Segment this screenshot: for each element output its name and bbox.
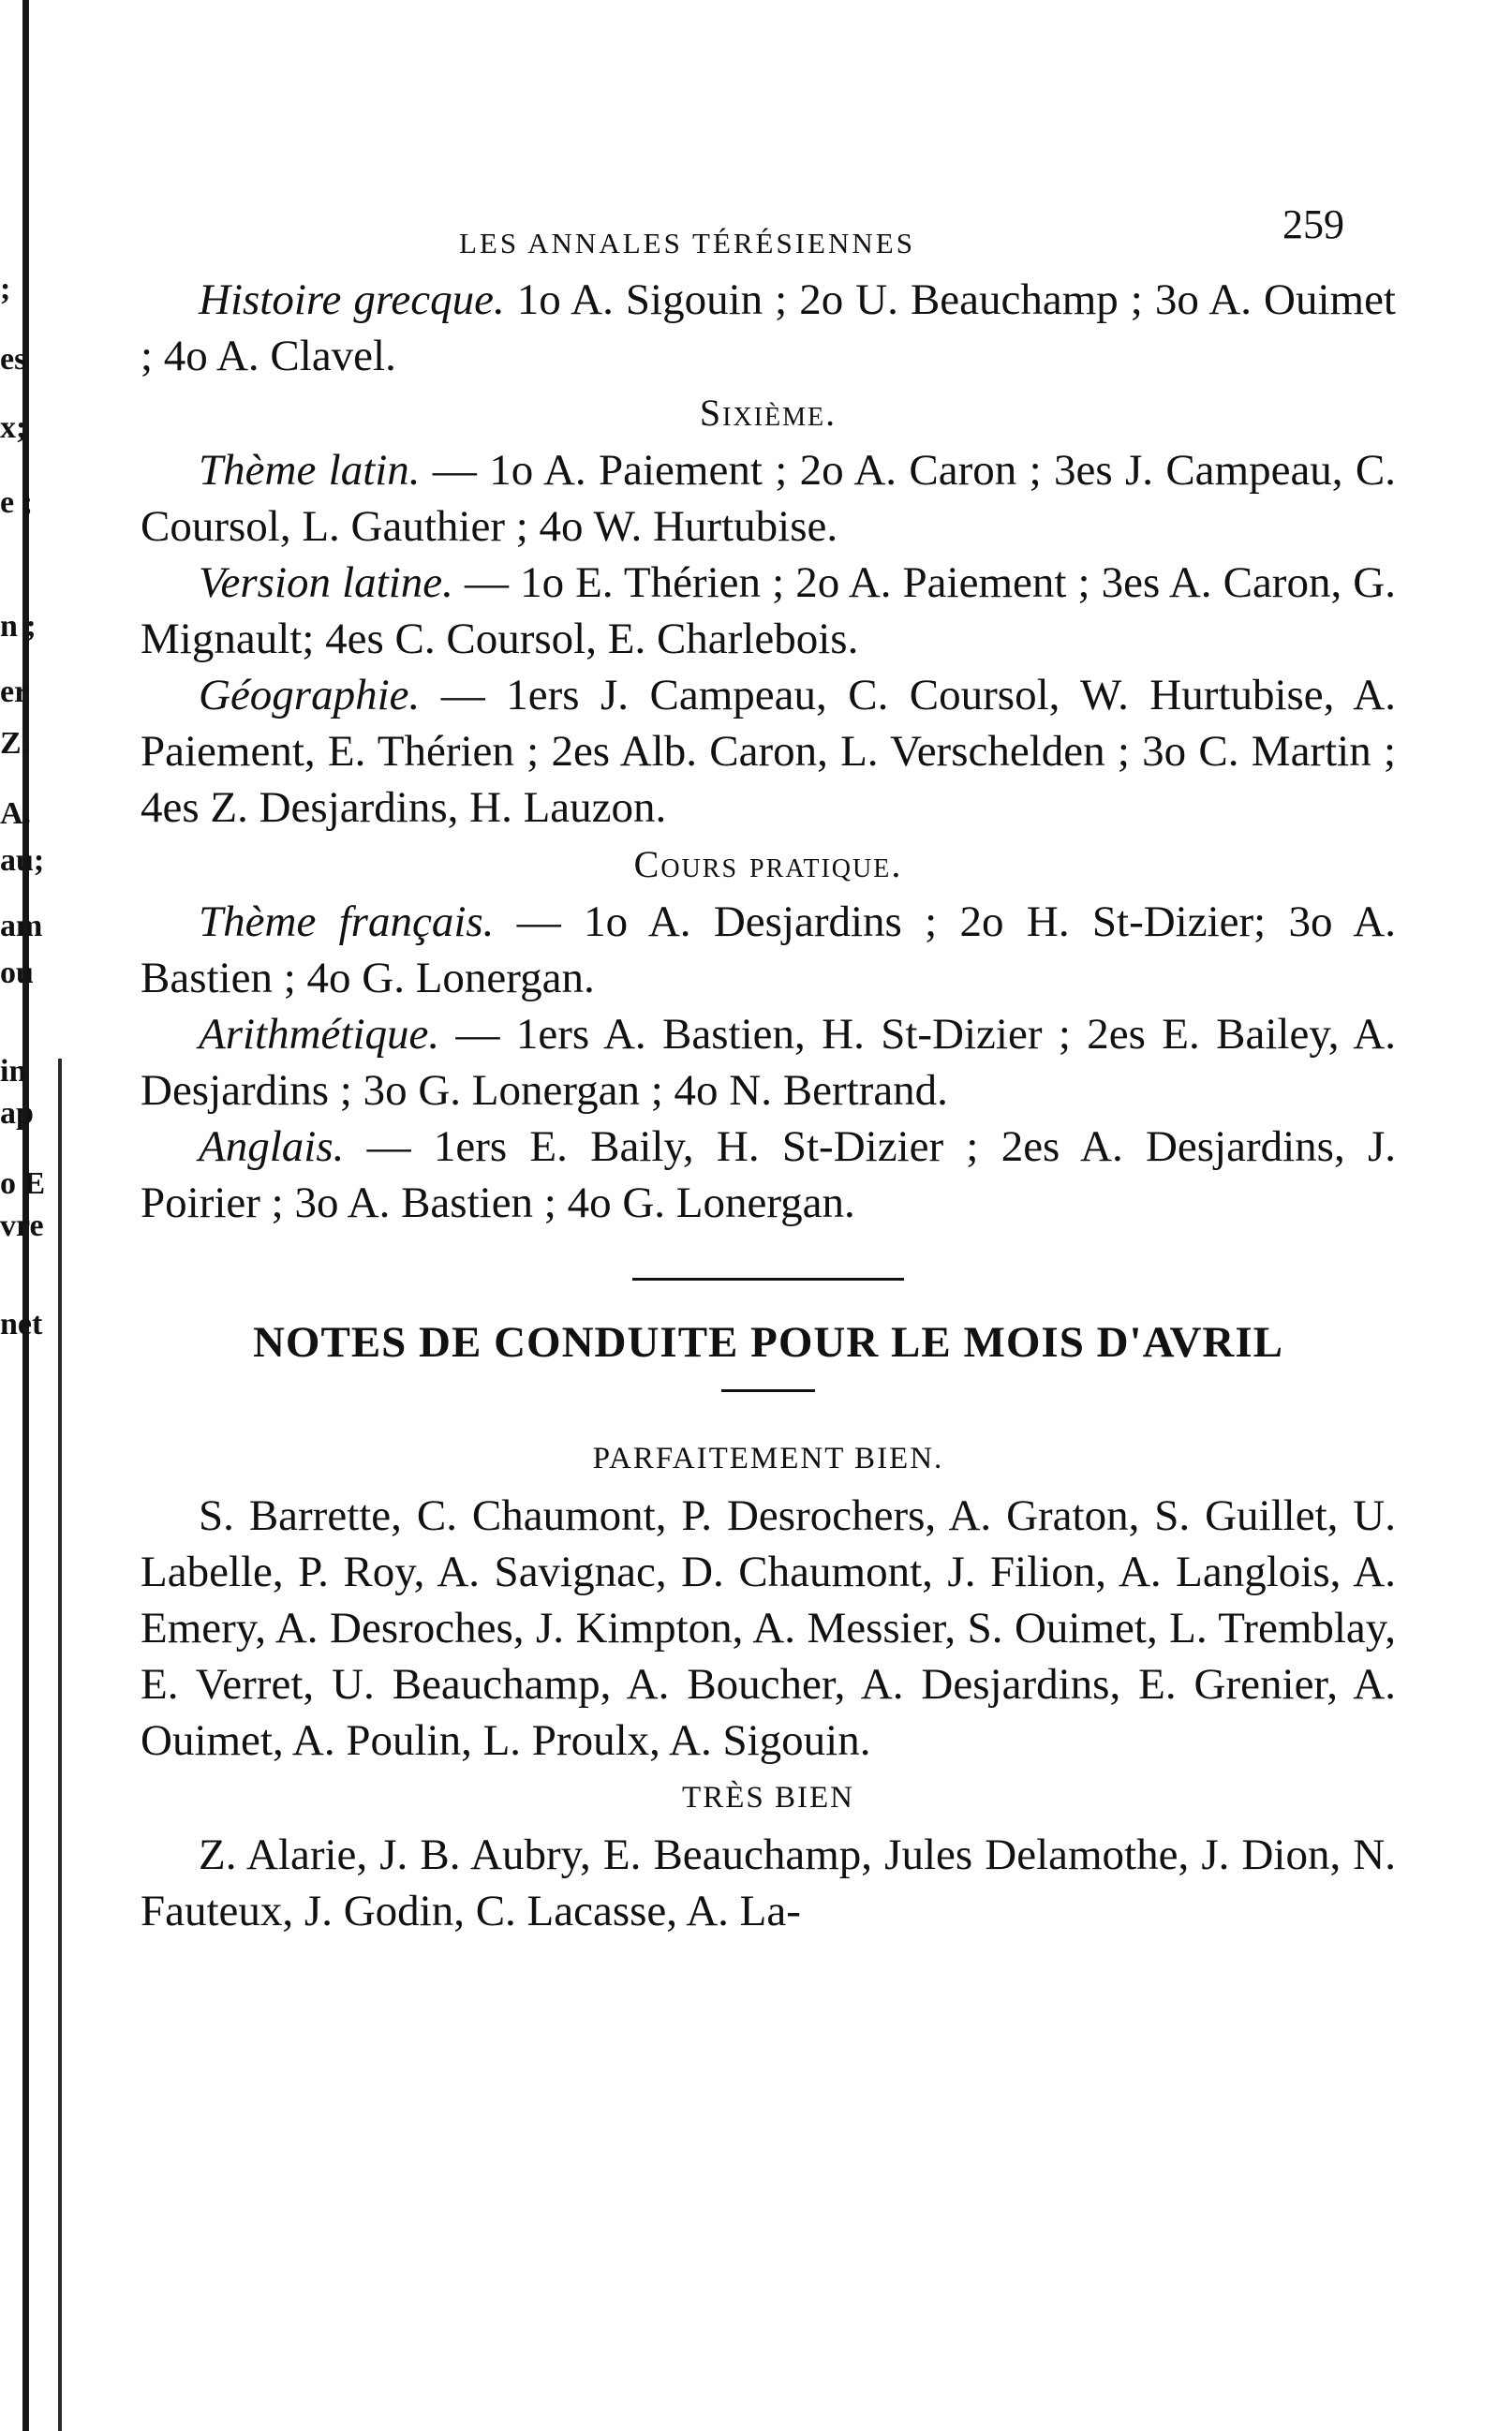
section-heading-tres-bien: TRÈS BIEN [682,1781,854,1815]
margin-fragment: ; [0,272,11,306]
entry-theme-latin [141,442,1396,555]
book-page [141,187,1396,1939]
parfaitement-bien-list: S. Barrette, C. Chaumont, P. Desrochers, A. Graton, S. Guillet, U. Labelle, P. Roy, A. Savignac, D. Chaumont, J. Filion, A. Langlois, A. Emery, A. Desroches, J. Kimpton, A. Messier, S. Ouimet, L. Tremblay, E. Verret, U. Beauchamp, A. Boucher, A. Desjardins, E. Grenier, A. Ouimet, A. Poulin, L. Proulx, A. Sigouin. [141,1491,1396,1765]
margin-fragment: e ; [0,485,33,520]
margin-fragment: n ; [0,609,37,644]
entry-subject: Thème français. [199,897,495,946]
margin-fragment: am [0,909,43,943]
margin-fragment: au; [0,843,45,878]
section-heading-cours-pratique: Cours pratique. [633,843,903,885]
entry-text: 1o A. Sigouin ; 2o U. Beauchamp ; 3o A. Ouimet ; 4o A. Clavel. [141,275,1396,380]
margin-fragment: ou [0,956,34,990]
margin-fragment: ap [0,1096,34,1131]
entry-anglais [141,1119,1396,1231]
headline-rule [721,1389,815,1392]
entry-theme-francais [141,894,1396,1006]
entry-subject: Arithmétique. [199,1010,440,1059]
entry-subject: Version latine. [199,558,453,607]
entry-arithmetique [141,1006,1396,1119]
entry-geographie [141,667,1396,836]
running-title: LES ANNALES TÉRÉSIENNES [459,227,915,259]
entry-version-latine [141,555,1396,667]
entry-text: — 1o A. Paiement ; 2o A. Caron ; 3es J. Campeau, C. Coursol, L. Gauthier ; 4o W. Hurtubise. [141,446,1396,551]
margin-fragment: x; [0,410,27,445]
tres-bien-list: Z. Alarie, J. B. Aubry, E. Beauchamp, Jules Delamothe, J. Dion, N. Fauteux, J. Godin, C. Lacasse, A. La- [141,1831,1396,1935]
entry-text: — 1ers E. Baily, H. St-Dizier ; 2es A. Desjardins, J. Poirier ; 3o A. Bastien ; 4o G. Lonergan. [141,1122,1396,1227]
entry-subject: Histoire grecque. [199,275,505,324]
margin-fragment: A. [0,796,32,831]
entry-subject: Thème latin. [199,446,421,495]
entry-subject: Anglais. [199,1122,345,1171]
page-header [141,187,1396,272]
section-heading-sixieme: Sixième. [699,392,838,434]
section-heading-parfaitement-bien: PARFAITEMENT BIEN. [592,1442,944,1475]
entry-histoire-grecque [141,272,1396,384]
entry-text: — 1o A. Desjardins ; 2o H. St-Dizier; 3o A. Bastien ; 4o G. Lonergan. [141,897,1396,1002]
margin-fragment: er [0,674,29,709]
margin-fragment: in [0,1054,27,1089]
entry-subject: Géographie. [199,671,421,719]
margin-fragment: es [0,342,27,377]
margin-fragment: o E [0,1166,46,1201]
gutter-rule-secondary [58,1059,62,2431]
entry-text: — 1ers J. Campeau, C. Coursol, W. Hurtubise, A. Paiement, E. Thérien ; 2es Alb. Caron, L. Verschelden ; 3o C. Martin ; 4es Z. Desjardins, H. Lauzon. [141,671,1396,832]
entry-text: — 1ers A. Bastien, H. St-Dizier ; 2es E. Bailey, A. Desjardins ; 3o G. Lonergan ; 4o N. Bertrand. [141,1010,1396,1115]
margin-fragment: net [0,1307,43,1341]
margin-fragment: vre [0,1208,44,1243]
margin-fragment: Z. [0,726,30,761]
conduct-headline: NOTES DE CONDUITE POUR LE MOIS D'AVRIL [252,1318,1284,1367]
section-separator [632,1278,904,1281]
entry-text: — 1o E. Thérien ; 2o A. Paiement ; 3es A. Caron, G. Mignault; 4es C. Coursol, E. Charlebois. [141,558,1396,663]
page-number: 259 [1282,201,1344,247]
